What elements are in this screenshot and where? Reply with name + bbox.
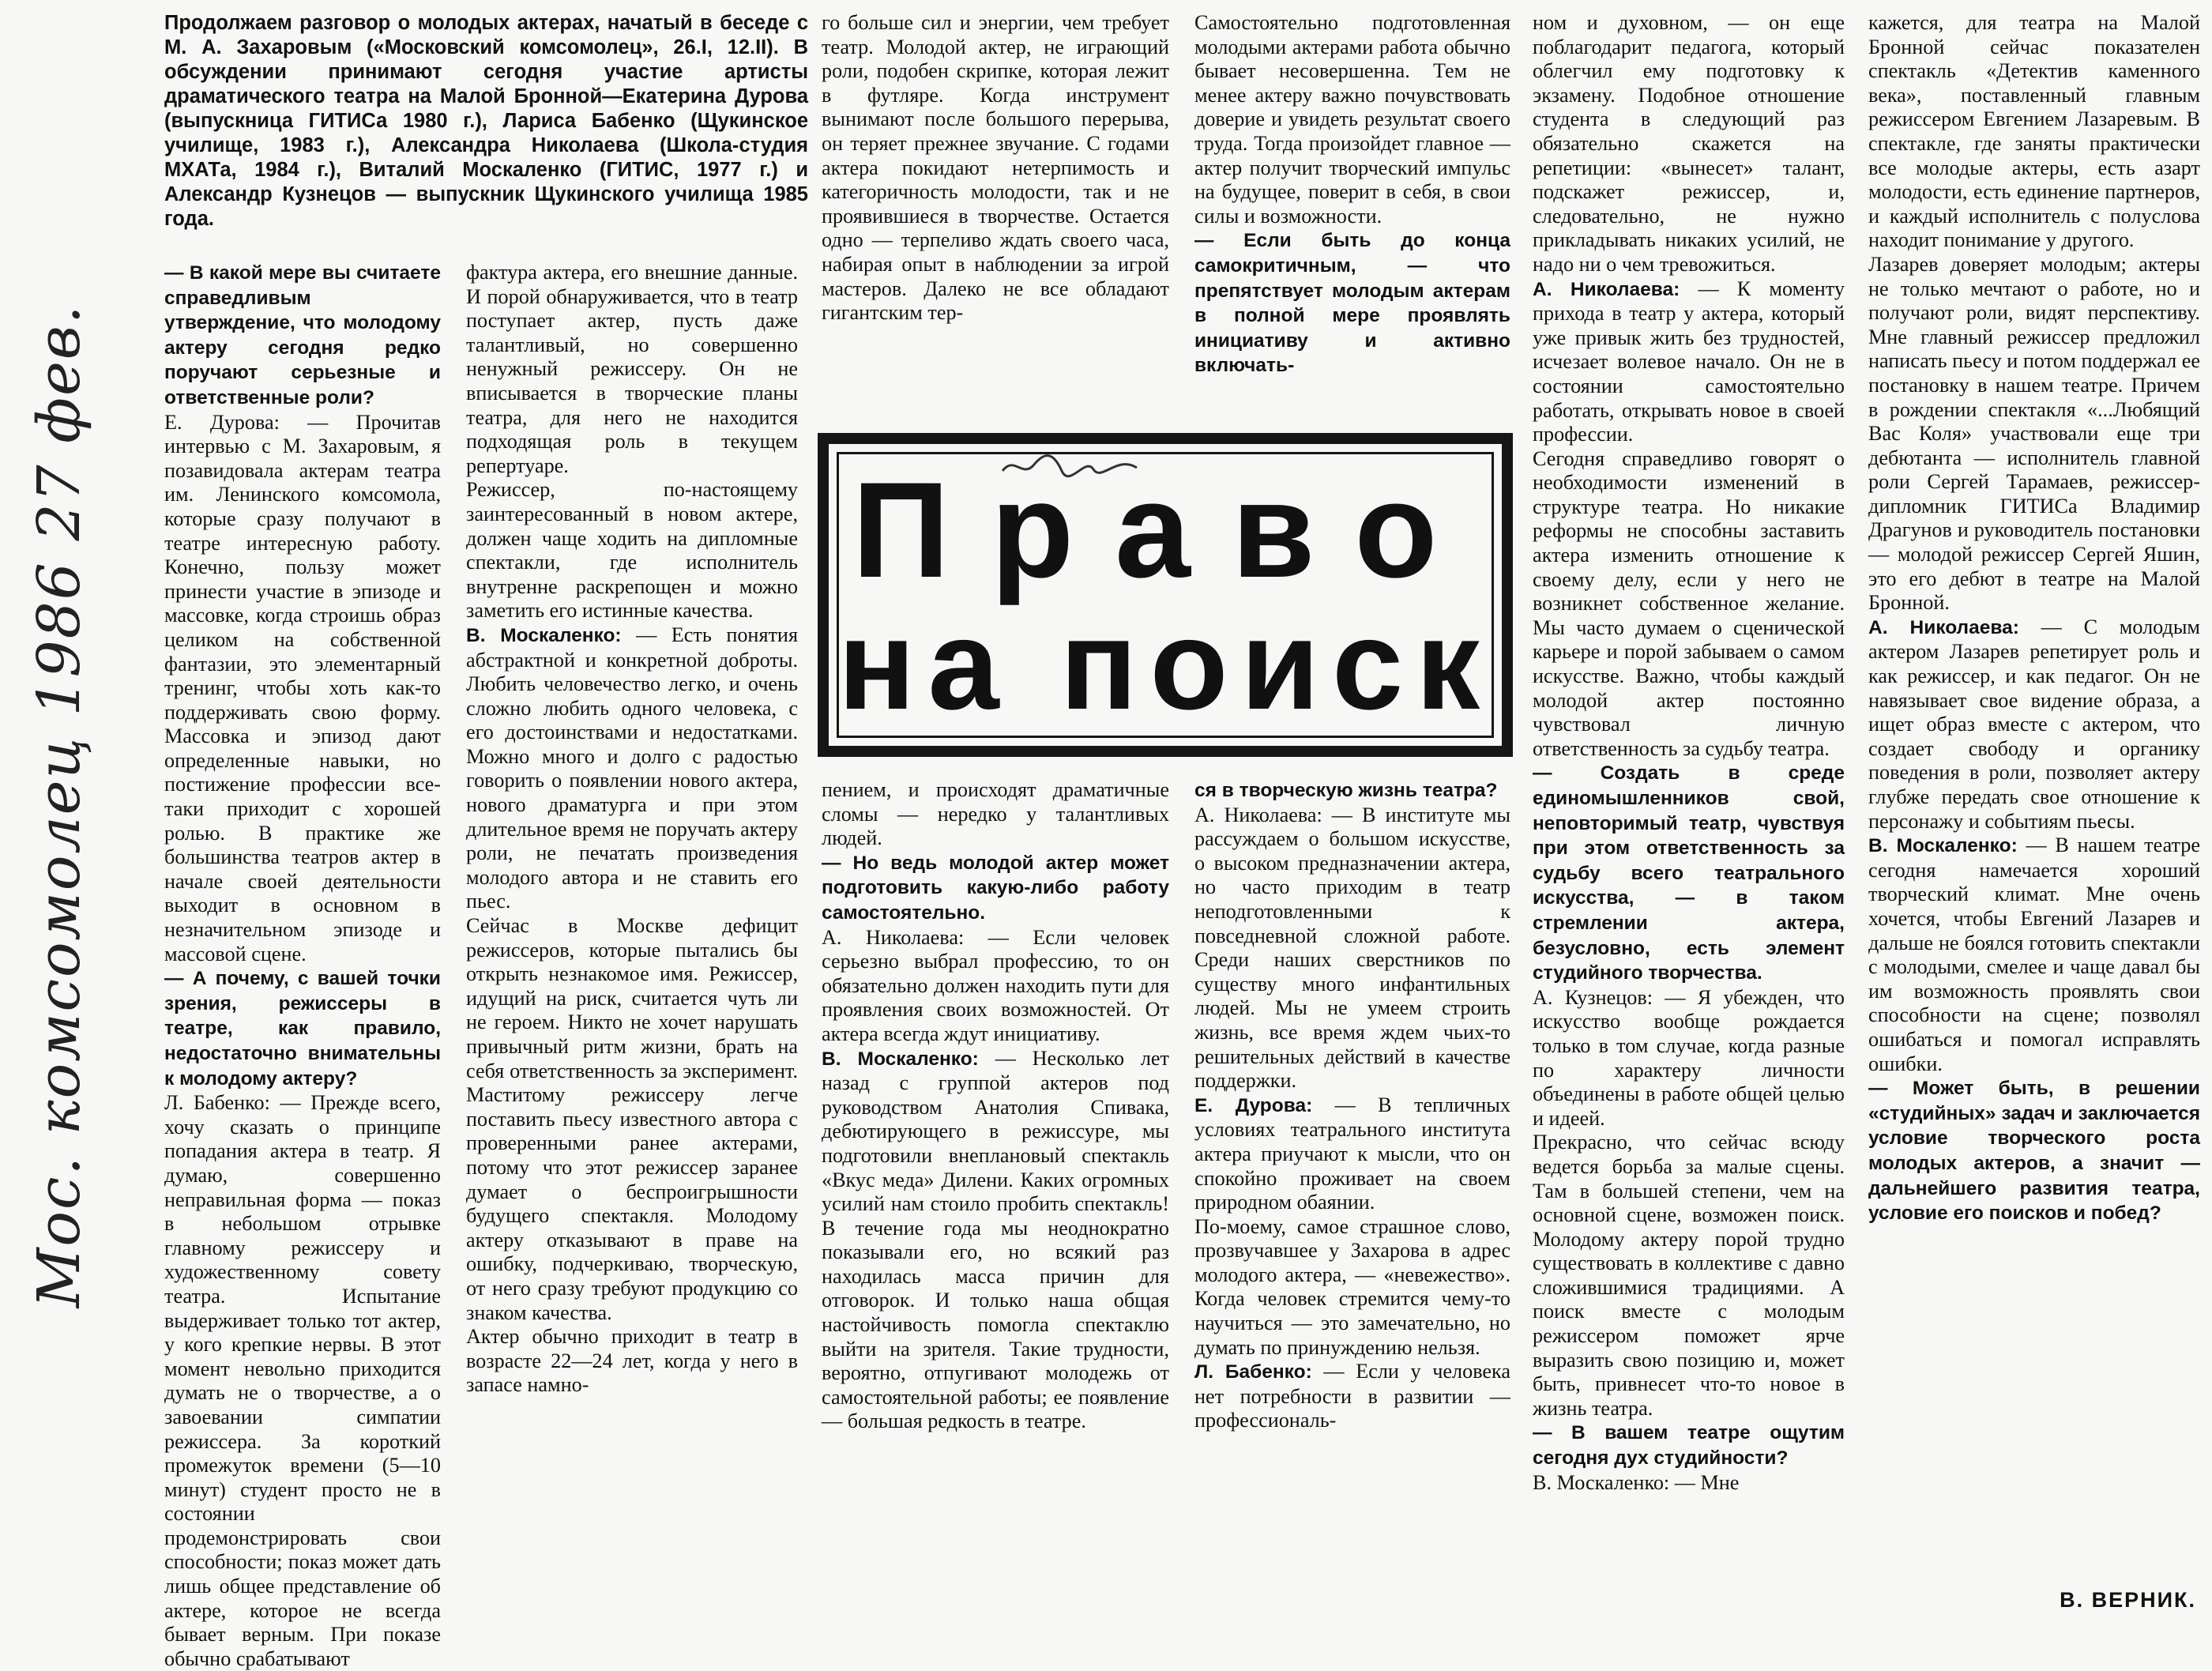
- bold-text-run: А. Николаева:: [1868, 616, 2019, 638]
- text-run: — В нашем театре сегодня намечается хороший творческий климат. Мне очень хочется, чтобы Евгений Лазарев и дальше не боялся готовить спектакли с молодыми, смелее и чаще давал бы им возможность проявлять свои способности на сцене; позволял ошибаться и помогал исправлять ошибки.: [1868, 834, 2200, 1075]
- bold-text-run: — Создать в среде единомышленников свой, неповторимый театр, чувствуя при этом ответственность за судьбу всего театрального искусства, — в таком стремлении актера, безусловно, есть элемент студийного творчества.: [1533, 762, 1845, 984]
- article-column-1: [164, 261, 441, 1670]
- text-run: — К моменту прихода в театр у актера, который уже привык жить без трудностей, исчезает волевое начало. Он не в состоянии самостоятельно работать, открывать новое в своей профессии. Сегодня справедливо говорят о необходимости изменений в структуре театра. Но никакие реформы не способны заставить актера изменить отношение к своему делу, если у него не возникнет собственное желание. Мы часто думаем о сценической карьере и порой забываем о самом искусстве. Важно, чтобы каждый молодой актер постоянно чувствовал личную ответственность за судьбу театра.: [1533, 277, 1845, 760]
- text-run: — В тепличных условиях театрального института актера приучают к мысли, что он спокойно проживает на своем природном обаянии. По-моему, самое страшное слово, прозвучавшее у Захарова в адрес молодого актера, — «невежество». Когда человек стремится чему-то научиться — это замечательно, но думать по принуждению нельзя.: [1194, 1093, 1510, 1359]
- text-run: ном и духовном, — он еще поблагодарит педагога, который облегчил ему подготовку к экзамену. Подобное отношение студента в следующий раз обязательно скажется на репетиции: «вынесет» талант, подскажет режиссер, и, следовательно, не нужно прикладывать никаких усилий, не надо ни о чем тревожиться.: [1533, 11, 1845, 276]
- text-run: фактура актера, его внешние данные. И порой обнаруживается, что в театр поступает актер, пусть даже талантливый, но совершенно ненужный режиссеру. Он не вписывается в творческие планы театра, для него не находится подходящая роль в текущем репертуаре. Режиссер, по-настоящему заинтересованный в новом актере, должен чаще ходить на дипломные спектакли, где исполнитель внутренне раскрепощен и можно заметить его истинные качества.: [466, 261, 798, 623]
- bold-text-run: — Но ведь молодой актер может подготовить какую-либо работу самостоятельно.: [822, 852, 1169, 924]
- article-column-2: [466, 261, 798, 1616]
- bold-text-run: — Может быть, в решении «студийных» задач и заключается условие творческого роста молодых актеров, а значит — дальнейшего развития театра, условие его поисков и побед?: [1868, 1078, 2200, 1225]
- text-run: пением, и происходят драматичные сломы — нередко у талантливых людей.: [822, 778, 1169, 850]
- text-run: А. Кузнецов: — Я убежден, что искусство вообще рождается только в том случае, когда разные по характеру личности объединены в работе общей целью и идеей. Прекрасно, что сейчас всюду ведется борьба за малые сцены. Там в большей степени, чем на основной сцене, возможен поиск. Молодому актеру порой трудно существовать в коллективе с давно сложившимися традициями. А поиск вместе с молодым режиссером поможет ярче выразить свою позицию и, может быть, привнесет что-то новое в жизнь театра.: [1533, 985, 1845, 1420]
- bold-text-run: Л. Бабенко:: [1194, 1361, 1312, 1383]
- bold-text-run: А. Николаева:: [1533, 278, 1680, 300]
- article-column-5: [1533, 11, 1845, 1616]
- bold-text-run: — Если быть до конца самокритичным, — что препятствует молодым актерам в полной мере проявлять инициативу и активно включать-: [1194, 230, 1510, 377]
- article-column-6: [1868, 11, 2200, 1583]
- text-run: А. Николаева: — Если человек серьезно выбрал профессию, то он обязательно должен находить пути для проявления своих возможностей. От актера всегда ждут инициативу.: [822, 925, 1169, 1045]
- article-column-3-bottom: [822, 778, 1169, 1616]
- text-run: Самостоятельно подготовленная молодыми актерами работа обычно бывает несовершенна. Тем не менее актеру важно почувствовать доверие и увидеть результат своего труда. Тогда произойдет главное — актер получит творческий импульс на будущее, поверит в себя, в свои силы и возможности.: [1194, 11, 1510, 228]
- bold-text-run: В. Москаленко:: [466, 624, 622, 646]
- author-signature: В. ВЕРНИК.: [2060, 1588, 2196, 1612]
- text-run: В. Москаленко: — Мне: [1533, 1470, 1740, 1494]
- article-column-3-top: [822, 11, 1169, 422]
- headline-line-2: на поиск: [837, 593, 1493, 736]
- headline-line-1: Право: [852, 454, 1479, 606]
- text-run: Л. Бабенко: — Прежде всего, хочу сказать о принципе попадания актера в театр. Я думаю, совершенно неправильная форма — показ в небольшом отрывке главному режиссеру и художественному совету театра. Испытание выдерживает только тот актер, у кого крепкие нервы. В этот момент невольно приходится думать не о творчестве, а о завоевании симпатии режиссера. За короткий промежуток времени (5—10 минут) студент просто не в состоянии продемонстрировать свои способности; показ может дать лишь общее представление об актере, которое не всегда бывает верным. При показе обычно срабатывают: [164, 1091, 441, 1670]
- bold-text-run: В. Москаленко:: [1868, 835, 2018, 857]
- text-run: А. Николаева: — В институте мы рассуждаем о большом искусстве, о высоком предназначении актера, но часто приходим в театр неподготовленными к повседневной сложной работе. Среди наших сверстников по существу много инфантильных людей. Мы не умеем строить жизнь, все время ждем чьих-то решительных действий в качестве поддержки.: [1194, 803, 1510, 1093]
- margin-note-text: Мос. комсомолец 1986 27 фев.: [25, 303, 93, 1308]
- text-run: — Если у человека нет потребности в развитии — профессиональ-: [1194, 1360, 1510, 1432]
- article-lead: Продолжаем разговор о молодых актерах, начатый в беседе с М. А. Захаровым («Московский комсомолец», 26.I, 12.II). В обсуждении принимают сегодня участие артисты драматического театра на Малой Бронной—Екатерина Дурова (выпускница ГИТИСа 1980 г.), Лариса Бабенко (Щукинское училище, 1983 г.), Александра Николаева (Школа-студия МХАТа, 1984 г.), Виталий Москаленко (ГИТИС, 1977 г.) и Александр Кузнецов — выпускник Щукинского училища 1985 года.: [164, 12, 808, 230]
- text-run: го больше сил и энергии, чем требует театр. Молодой актер, не играющий роли, подобен скрипке, которая лежит в футляре. Когда инструмент вынимают после большого перерыва, он теряет прежнее звучание. С годами актера покидают нетерпимость и категоричность молодости, так и не проявившиеся в творчестве. Остается одно — терпеливо ждать своего часа, набирая опыт в наблюдении за игрой мастеров. Далеко не все обладают гигантским тер-: [822, 11, 1169, 325]
- handwritten-margin-note: [16, 47, 103, 1564]
- text-run: — Есть понятия абстрактной и конкретной доброты. Любить человечество легко, и очень сложно любить одного человека, с его достоинствами и недостатками. Можно много и долго с радостью говорить о появлении нового актера, нового драматурга и при этом длительное время не поручать актеру роли, не печатать произведения молодого автора и не ставить его пьес. Сейчас в Москве дефицит режиссеров, которые пытались бы открыть незнакомое имя. Режиссер, идущий на риск, считается чуть ли не героем. Никто не хочет нарушать привычный ритм жизни, брать на себя ответственность за эксперимент. Маститому режиссеру легче поставить пьесу известного автора с проверенными ранее актерами, потому что этот режиссер заранее думает о беспроигрышности будущего спектакля. Молодому актеру отказывают в праве на ошибку, подчеркиваю, творческую, от него сразу требуют продукцию со знаком качества. Актер обычно приходит в театр в возрасте 22—24 лет, когда у него в запасе намно-: [466, 623, 798, 1397]
- headline-frame: [818, 433, 1513, 757]
- text-run: — Несколько лет назад с группой актеров под руководством Анатолия Спивака, дебютирующего в режиссуре, мы подготовили внеплановый спектакль «Вкус меда» Дилени. Каких огромных усилий нам стоило пробить спектакль! В течение года мы неоднократно показывали его, но всякий раз находилась масса причин для отговорок. И только наша общая настойчивость помогла спектаклю выйти на зрителя. Такие трудности, вероятно, отпугивают молодежь от самостоятельной работы; ее появление — большая редкость в театре.: [822, 1046, 1169, 1433]
- bold-text-run: — А почему, с вашей точки зрения, режиссеры в театре, как правило, недостаточно внимательны к молодому актеру?: [164, 968, 441, 1090]
- text-run: кажется, для театра на Малой Бронной сейчас показателен спектакль «Детектив каменного века», поставленный главным режиссером Евгением Лазаревым. В спектакле, где заняты практически все молодые актеры, есть азарт молодости, есть единение партнеров, и каждый исполнитель с полуслова находит понимание у другого. Лазарев доверяет молодым; актеры не только мечтают о работе, но и получают роли, видят перспективу. Мне главный режиссер предложил написать пьесу и потом поддержал ее постановку в нашем театре. Причем в рождении спектакля «...Любящий Вас Коля» участвовали еще три дебютанта — исполнитель главной роли Сергей Тарамаев, режиссер-дипломник ГИТИСа Владимир Драгунов и руководитель постановки — молодой режиссер Сергей Яшин, это его дебют в театре на Малой Бронной.: [1868, 11, 2200, 615]
- bold-text-run: — В какой мере вы считаете справедливым утверждение, что молодому актеру сегодня редко поручают серьезные и ответственные роли?: [164, 262, 441, 408]
- text-run: Е. Дурова: — Прочитав интервью с М. Захаровым, я позавидовала актерам театра им. Ленинского комсомола, которые сразу получают в театре интересную работу. Конечно, пользу может принести участие в эпизоде и массовке, когда строишь образ целиком на собственной фантазии, это элементарный тренинг, чтобы хоть как-то поддерживать свою форму. Массовка и эпизод дают определенные навыки, но постижение профессии все-таки приходит с хорошей ролью. В практике же большинства театров актер в начале своей деятельности выходит в основном в незначительном эпизоде и массовой сцене.: [164, 410, 441, 965]
- article-column-4-top: [1194, 11, 1510, 422]
- bold-text-run: Е. Дурова:: [1194, 1094, 1313, 1116]
- text-run: — С молодым актером Лазарев репетирует роль и как режиссер, и как педагог. Он не навязывает свое видение образа, а ищет образ вместе с актером, что создает свободу и органику поведения в роли, позволяет актеру глубже передать свое отношение к персонажу и событиям пьесы.: [1868, 615, 2200, 833]
- bold-text-run: ся в творческую жизнь театра?: [1194, 780, 1498, 801]
- bold-text-run: В. Москаленко:: [822, 1048, 979, 1070]
- bold-text-run: — В вашем театре ощутим сегодня дух студийности?: [1533, 1422, 1845, 1470]
- article-column-4-bottom: [1194, 778, 1510, 1616]
